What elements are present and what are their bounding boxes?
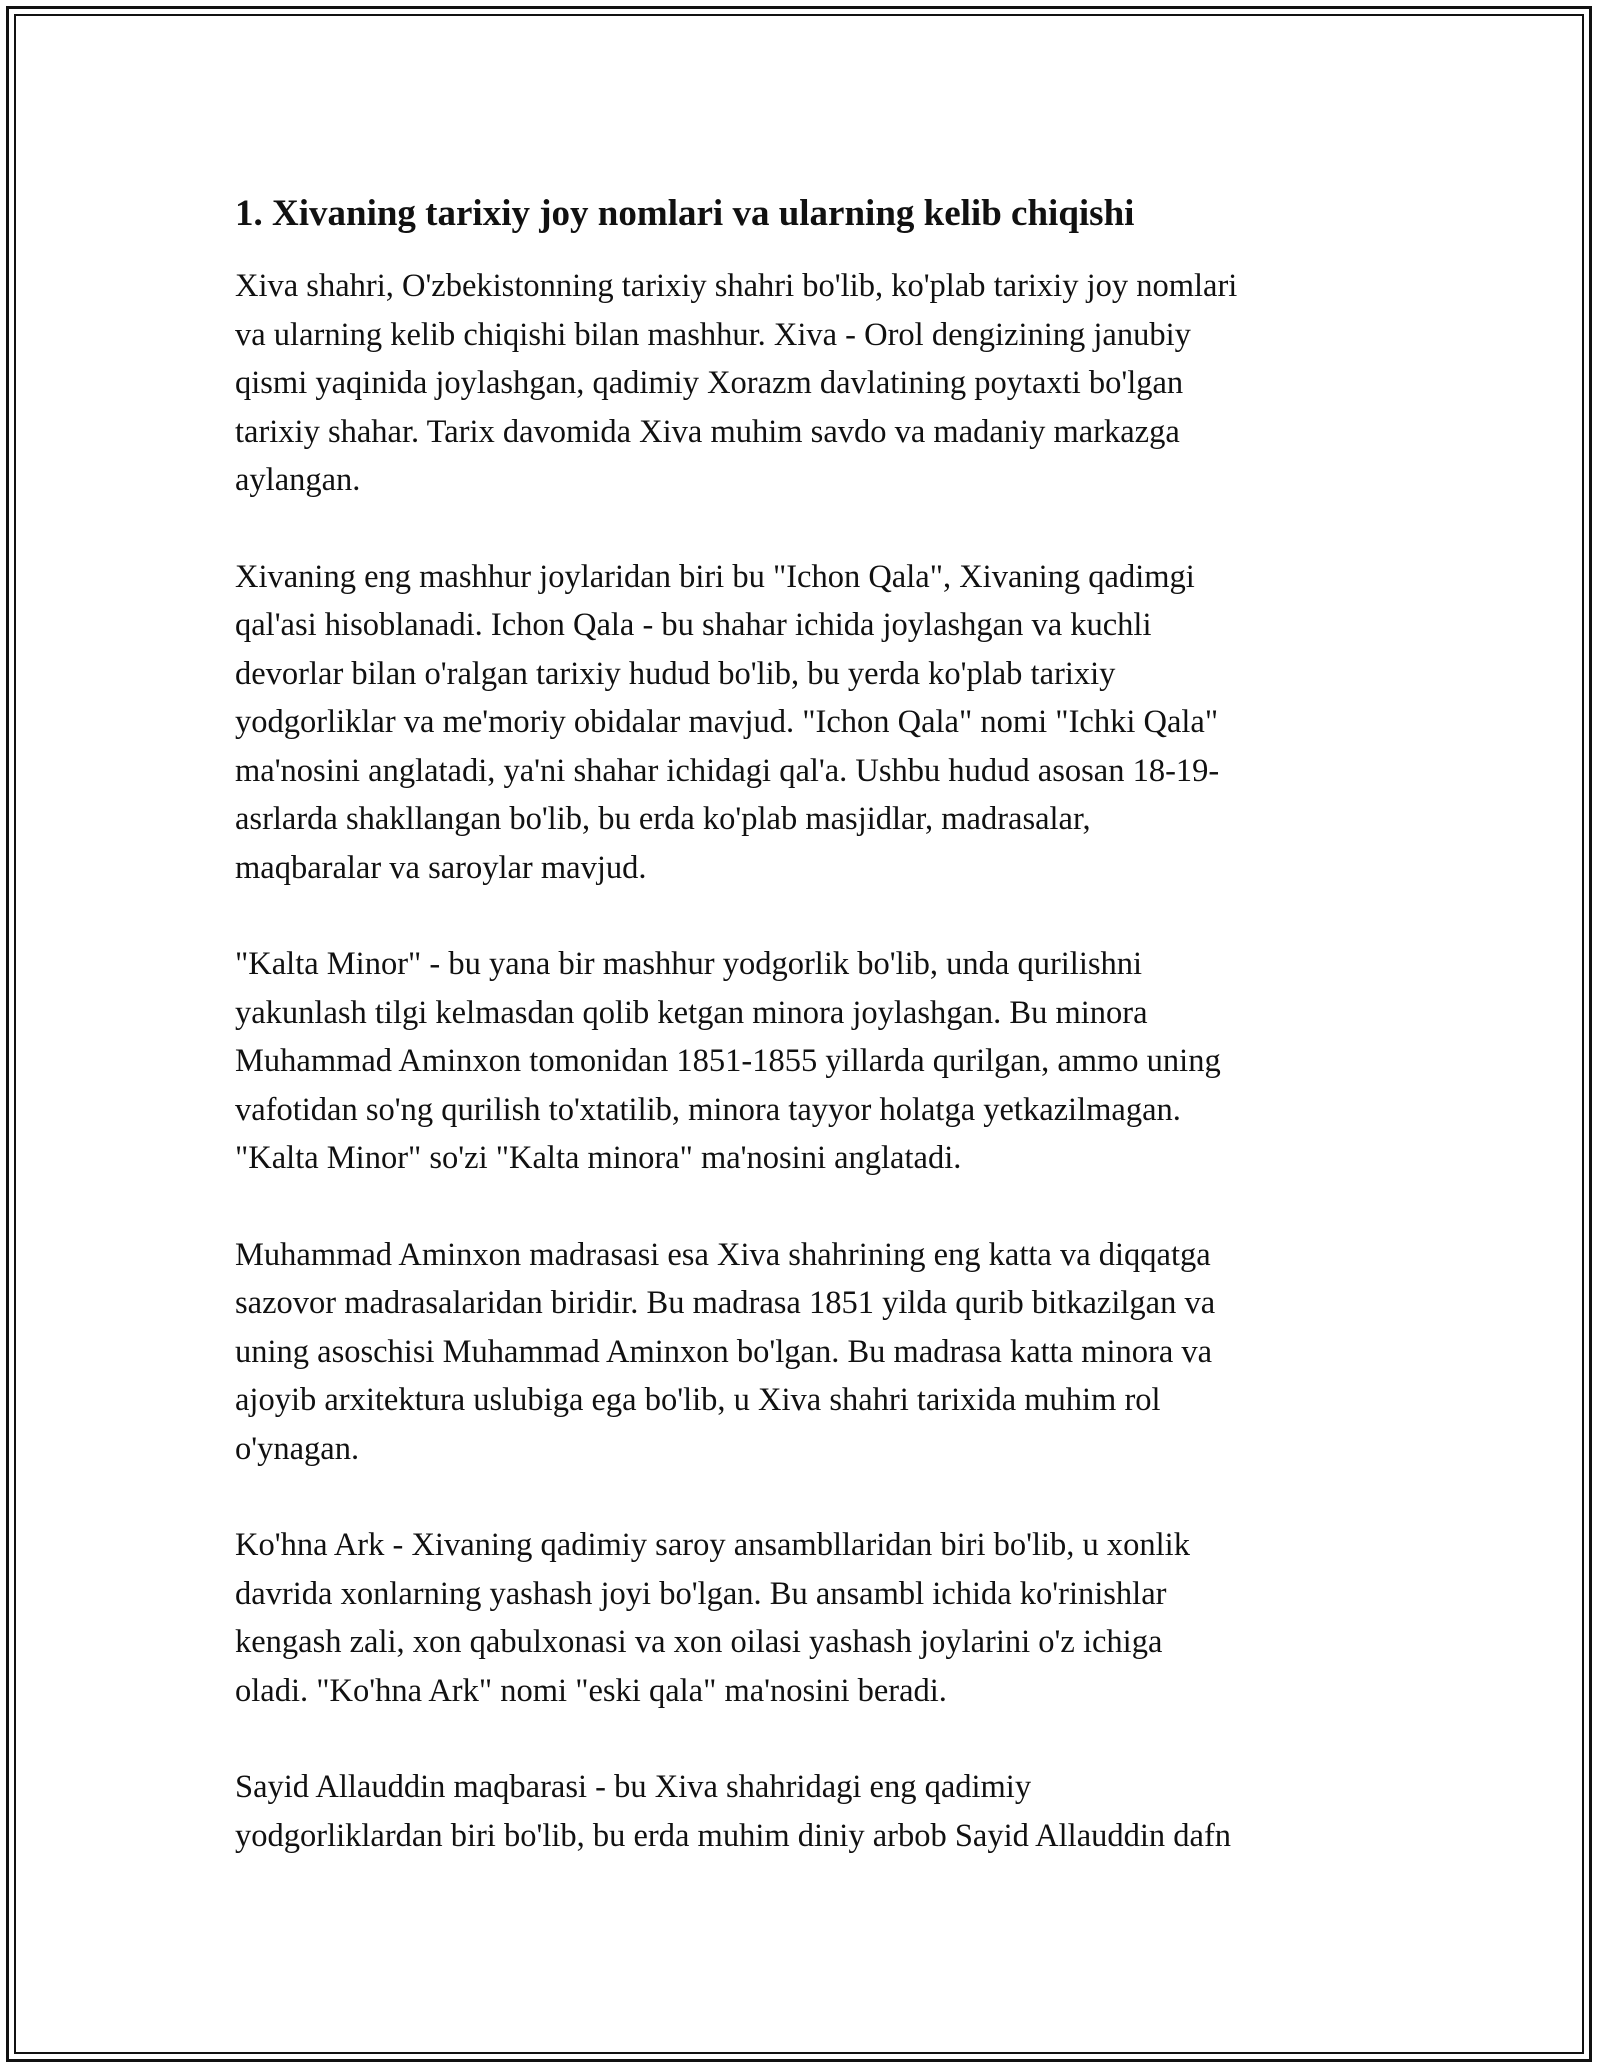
paragraph-ichon-qala: Xivaning eng mashhur joylaridan biri bu "Ichon Qala", Xivaning qadimgi qal'asi hisoblanadi. Ichon Qala - bu shahar ichida joylashgan va kuchli devorlar bilan o'ralgan tarixiy hudud bo'lib, bu yerda ko'plab tarixiy yodgorliklar va me'moriy obidalar mavjud. "Ichon Qala" nomi "Ichki Qala" ma'nosini anglatadi, ya'ni shahar ichidagi qal'a. Ushbu hudud asosan 18-19- asrlarda shakllangan bo'lib, bu erda ko'plab masjidlar, madrasalar, maqbaralar va saroylar mavjud. [235,558,1220,886]
paragraph-sayid-allauddin: Sayid Allauddin maqbarasi - bu Xiva shahridagi eng qadimiy yodgorliklardan biri bo'lib, bu erda muhim diniy arbob Sayid Allauddin dafn [235,1769,1232,1854]
paragraph-intro: Xiva shahri, O'zbekistonning tarixiy shahri bo'lib, ko'plab tarixiy joy nomlari va ularning kelib chiqishi bilan mashhur. Xiva - Orol dengizining janubiy qismi yaqinida joylashgan, qadimiy Xorazm davlatining poytaxti bo'lgan tarixiy shahar. Tarix davomida Xiva muhim savdo va madaniy markazga aylangan. [235,268,1238,498]
paragraph-aminxon-madrasasi: Muhammad Aminxon madrasasi esa Xiva shahrining eng katta va diqqatga sazovor madrasalaridan biridir. Bu madrasa 1851 yilda qurib bitkazilgan va uning asoschisi Muhammad Aminxon bo'lgan. Bu madrasa katta minora va ajoyib arxitektura uslubiga ega bo'lib, u Xiva shahri tarixida muhim rol o'ynagan. [235,1236,1216,1467]
paragraph-kohna-ark: Ko'hna Ark - Xivaning qadimiy saroy ansambllaridan biri bo'lib, u xonlik davrida xonlarning yashash joyi bo'lgan. Bu ansambl ichida ko'rinishlar kengash zali, xon qabulxonasi va xon oilasi yashash joylarini o'z ichiga oladi. "Ko'hna Ark" nomi "eski qala" ma'nosini beradi. [235,1527,1190,1709]
paragraph-kalta-minor: "Kalta Minor" - bu yana bir mashhur yodgorlik bo'lib, unda qurilishni yakunlash tilgi kelmasdan qolib ketgan minora joylashgan. Bu minora Muhammad Aminxon tomonidan 1851-1855 yillarda qurilgan, ammo uning vafotidan so'ng qurilish to'xtatilib, minora tayyor holatga yetkazilmagan. "Kalta Minor" so'zi "Kalta minora" ma'nosini anglatadi. [235,946,1221,1176]
section-heading: 1. Xivaning tarixiy joy nomlari va ularning kelib chiqishi [235,193,1135,234]
document-body [235,188,1375,1908]
